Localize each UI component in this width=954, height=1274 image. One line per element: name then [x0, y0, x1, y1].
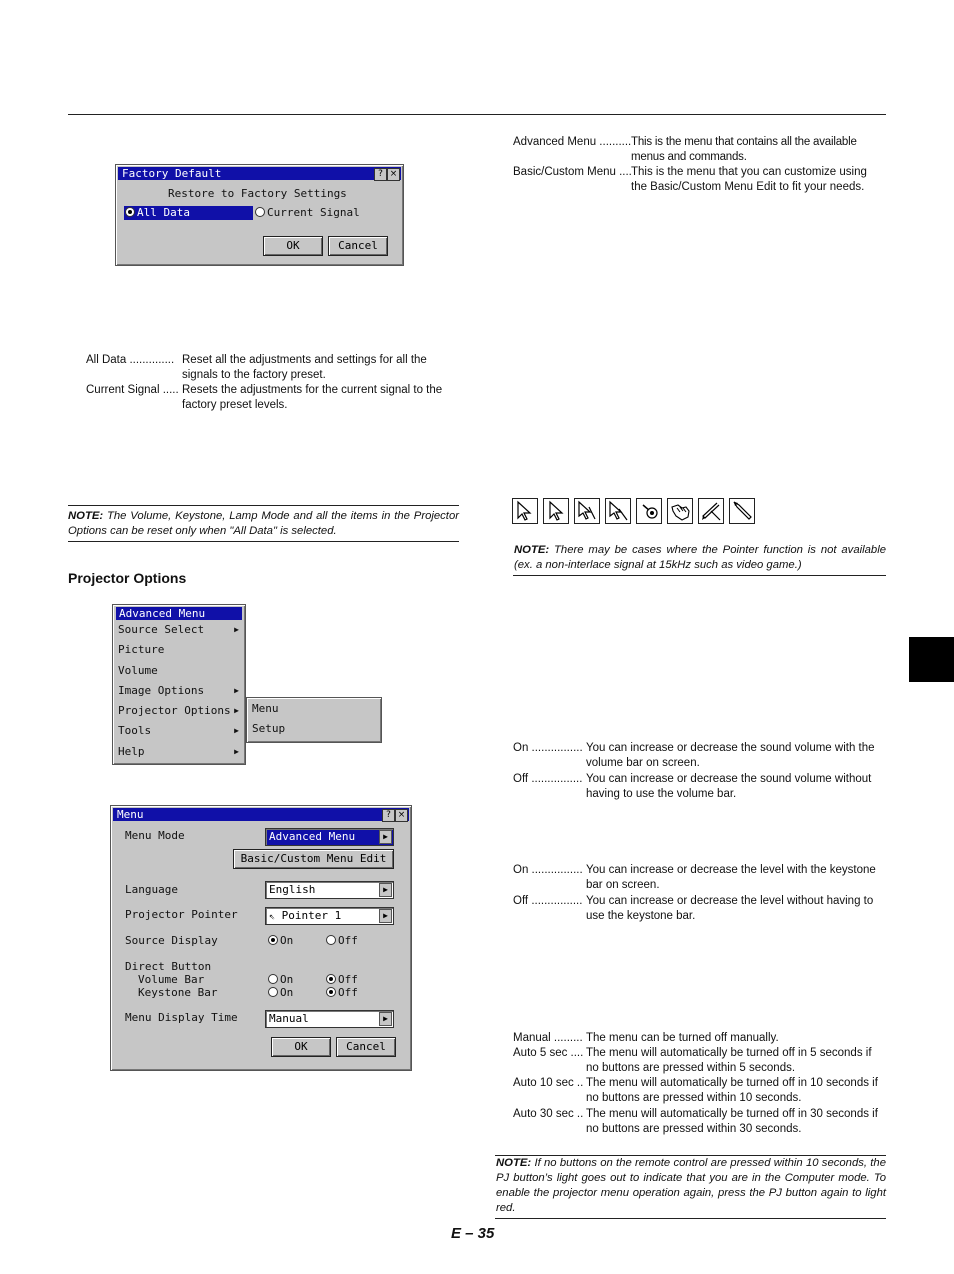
pointer-3-icon	[574, 498, 600, 524]
factory-dialog-heading: Restore to Factory Settings	[168, 187, 347, 200]
note2-text: There may be cases where the Pointer function is not available (ex. a non-interlace signal at 15kHz such as video game.)	[514, 544, 886, 571]
desc-row-volume-on	[513, 741, 886, 771]
help-icon[interactable]: ?	[374, 168, 387, 181]
keystone-bar-label: Keystone Bar	[138, 986, 218, 999]
factory-ok-button[interactable]: OK	[263, 236, 323, 256]
language-value: English	[269, 883, 316, 896]
menu-dialog-title: Menu	[117, 808, 144, 821]
source-display-on-radio[interactable]	[268, 934, 293, 947]
radio-unselected-icon	[326, 935, 336, 945]
radio-unselected-icon	[268, 987, 278, 997]
desc-row-keystone-on	[513, 863, 886, 893]
section-heading: Projector Options	[68, 570, 187, 586]
desc-text: The menu will automatically be turned off in 5 seconds if no buttons are pressed within 5 seconds.	[586, 1047, 872, 1075]
note2-bottom-rule	[513, 575, 886, 576]
pointer-8-icon	[729, 498, 755, 524]
radio-unselected-icon	[255, 207, 265, 217]
current-signal-label: Current Signal	[267, 206, 360, 219]
note2-label: NOTE:	[514, 544, 550, 556]
menu-item-help[interactable]	[116, 742, 242, 762]
factory-dialog-title: Factory Default	[122, 167, 222, 180]
desc-row-manual	[513, 1031, 886, 1046]
submenu-item-label: Setup	[252, 722, 286, 735]
off-label: Off	[338, 986, 358, 999]
radio-selected-icon	[125, 207, 135, 217]
menu-item-image-options[interactable]	[116, 681, 242, 701]
desc-text: The menu can be turned off manually.	[586, 1032, 779, 1044]
keystone-bar-off-radio[interactable]	[326, 986, 358, 999]
desc-term: Auto 10 sec ..	[513, 1077, 584, 1089]
close-icon[interactable]: ×	[387, 168, 400, 181]
pointer-1-icon	[512, 498, 538, 524]
desc-row-all-data	[86, 353, 460, 383]
submenu-item-setup[interactable]	[250, 719, 378, 739]
menu-item-label: Picture	[118, 643, 165, 656]
radio-selected-icon	[268, 935, 278, 945]
radio-selected-icon	[326, 974, 336, 984]
note3-bottom-rule	[495, 1218, 886, 1219]
desc-term: On ................	[513, 864, 583, 876]
display-time-value: Manual	[269, 1012, 309, 1025]
help-icon[interactable]: ?	[382, 809, 395, 822]
desc-text: This is the menu that contains all the available menus and commands.	[631, 136, 857, 164]
menu-item-source-select[interactable]	[116, 620, 242, 640]
menu-item-label: Help	[118, 745, 145, 758]
submenu-arrow-icon: ▶	[234, 726, 239, 735]
menu-dialog	[110, 805, 412, 1071]
submenu-arrow-icon: ▶	[234, 686, 239, 695]
desc-text: You can increase or decrease the sound volume without having to use the volume bar.	[586, 773, 872, 801]
dropdown-arrow-icon: ▶	[379, 1012, 392, 1026]
desc-term: Auto 30 sec ..	[513, 1108, 584, 1120]
current-signal-radio[interactable]	[255, 206, 360, 219]
pointer-4-icon	[605, 498, 631, 524]
menu-item-projector-options[interactable]	[116, 701, 242, 721]
desc-text: This is the menu that you can customize using the Basic/Custom Menu Edit to fit your needs.	[631, 166, 867, 194]
desc-term: Advanced Menu ..........	[513, 136, 632, 148]
on-label: On	[280, 973, 294, 986]
pointer-2-icon	[543, 498, 569, 524]
volume-bar-off-radio[interactable]	[326, 973, 358, 986]
desc-term: Basic/Custom Menu ....	[513, 166, 632, 178]
factory-dialog-titlebar	[118, 167, 401, 180]
note1-top-rule	[68, 505, 459, 506]
dropdown-arrow-icon: ▶	[379, 830, 392, 844]
section-tab-marker	[909, 637, 954, 682]
volume-bar-label: Volume Bar	[138, 973, 205, 986]
on-label: On	[280, 934, 294, 947]
menu-item-label: Volume	[118, 664, 158, 677]
menu-item-picture[interactable]	[116, 640, 242, 660]
desc-row-basic-custom-menu	[513, 165, 886, 195]
menu-item-tools[interactable]	[116, 721, 242, 741]
desc-text: Resets the adjustments for the current signal to the factory preset levels.	[182, 384, 443, 412]
desc-row-auto-10	[513, 1076, 886, 1106]
desc-row-auto-5	[513, 1046, 886, 1076]
pointer-arrow-icon: ⇖	[269, 911, 276, 922]
menu-cancel-button[interactable]: Cancel	[336, 1037, 396, 1057]
language-select[interactable]	[265, 881, 394, 899]
desc-text: You can increase or decrease the level with the keystone bar on screen.	[586, 864, 876, 892]
menu-mode-select[interactable]	[265, 828, 394, 846]
menu-mode-label: Menu Mode	[125, 829, 185, 842]
direct-button-label: Direct Button	[125, 960, 212, 973]
keystone-bar-on-radio[interactable]	[268, 986, 293, 999]
desc-term: Auto 5 sec ....	[513, 1047, 584, 1059]
page-number: E – 35	[451, 1225, 495, 1242]
desc-row-auto-30	[513, 1107, 886, 1137]
desc-row-current-signal	[86, 383, 460, 413]
desc-text: Reset all the adjustments and settings for all the signals to the factory preset.	[182, 354, 427, 382]
radio-unselected-icon	[268, 974, 278, 984]
off-label: Off	[338, 973, 358, 986]
desc-row-volume-off	[513, 772, 886, 802]
pointer-select[interactable]	[265, 907, 394, 925]
desc-term: On ................	[513, 742, 583, 754]
note3	[496, 1156, 886, 1216]
advanced-menu	[112, 604, 246, 765]
pointer-7-icon	[698, 498, 724, 524]
display-time-label: Menu Display Time	[125, 1011, 238, 1024]
pointer-5-icon	[636, 498, 662, 524]
submenu-arrow-icon: ▶	[234, 625, 239, 634]
desc-text: You can increase or decrease the sound volume with the volume bar on screen.	[586, 742, 875, 770]
note1-bottom-rule	[68, 541, 459, 542]
desc-term: All Data ..............	[86, 354, 175, 366]
off-label: Off	[338, 934, 358, 947]
note1	[68, 509, 459, 539]
submenu-arrow-icon: ▶	[234, 706, 239, 715]
display-time-select[interactable]	[265, 1010, 394, 1028]
note2	[514, 543, 886, 573]
submenu-item-menu[interactable]	[250, 699, 378, 719]
desc-text: The menu will automatically be turned off in 30 seconds if no buttons are pressed within 30 seconds.	[586, 1108, 878, 1136]
menu-ok-button[interactable]: OK	[271, 1037, 331, 1057]
desc-term: Off ................	[513, 895, 583, 907]
menu-mode-value: Advanced Menu	[269, 830, 356, 843]
desc-term: Current Signal .....	[86, 384, 179, 396]
pointer-label: Projector Pointer	[125, 908, 238, 921]
submenu-item-label: Menu	[252, 702, 279, 715]
desc-term: Manual .........	[513, 1032, 583, 1044]
desc-term: Off ................	[513, 773, 583, 785]
desc-row-keystone-off	[513, 894, 886, 924]
header-rule	[68, 114, 886, 115]
note1-label: NOTE:	[68, 510, 104, 522]
all-data-radio[interactable]	[124, 206, 253, 220]
projector-options-submenu	[246, 697, 382, 743]
menu-item-label: Source Select	[118, 623, 205, 636]
advanced-menu-title: Advanced Menu	[116, 607, 242, 620]
dropdown-arrow-icon: ▶	[379, 909, 392, 923]
pointer-value: Pointer 1	[281, 909, 342, 922]
dropdown-arrow-icon: ▶	[379, 883, 392, 897]
radio-selected-icon	[326, 987, 336, 997]
factory-default-dialog	[115, 164, 404, 266]
note3-label: NOTE:	[496, 1157, 532, 1169]
desc-row-advanced-menu	[513, 135, 886, 165]
all-data-label: All Data	[137, 206, 190, 219]
menu-dialog-titlebar	[113, 808, 409, 821]
menu-item-volume[interactable]	[116, 661, 242, 681]
note1-text: The Volume, Keystone, Lamp Mode and all the items in the Projector Options can be reset only when "All Data" is selected.	[68, 510, 459, 537]
volume-bar-on-radio[interactable]	[268, 973, 293, 986]
note3-text: If no buttons on the remote control are pressed within 10 seconds, the PJ button’s light goes out to indicate that you are in the Computer mode. To enable the projector menu operation again, press the PJ button again to light red.	[496, 1157, 886, 1214]
submenu-arrow-icon: ▶	[234, 747, 239, 756]
desc-text: You can increase or decrease the level without having to use the keystone bar.	[586, 895, 874, 923]
language-label: Language	[125, 883, 178, 896]
desc-text: The menu will automatically be turned off in 10 seconds if no buttons are pressed within 10 seconds.	[586, 1077, 878, 1105]
source-display-off-radio[interactable]	[326, 934, 358, 947]
basic-custom-menu-edit-button[interactable]: Basic/Custom Menu Edit	[233, 849, 394, 869]
source-display-label: Source Display	[125, 934, 218, 947]
menu-item-label: Projector Options	[118, 704, 231, 717]
pointer-6-icon	[667, 498, 693, 524]
close-icon[interactable]: ×	[395, 809, 408, 822]
on-label: On	[280, 986, 294, 999]
menu-item-label: Image Options	[118, 684, 205, 697]
menu-item-label: Tools	[118, 724, 152, 737]
factory-cancel-button[interactable]: Cancel	[328, 236, 388, 256]
